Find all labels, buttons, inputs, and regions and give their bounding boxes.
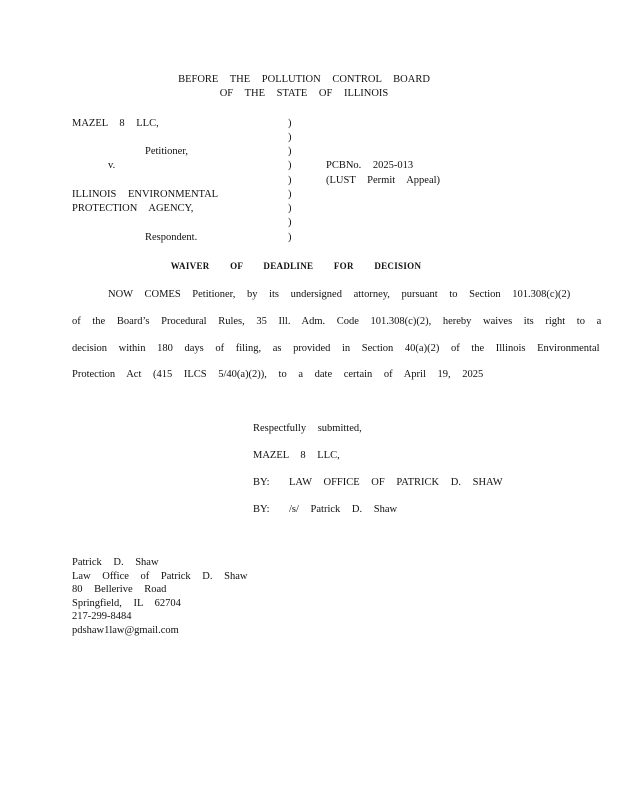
case-type: (LUST Permit Appeal) [326, 175, 441, 186]
petitioner-role: Petitioner, [145, 146, 189, 157]
contact-phone: 217-299-8484 [72, 611, 132, 622]
court-heading-line-2: OF THE STATE OF ILLINOIS [219, 88, 389, 99]
body-line-3: decision within 180 days of filing, as provided in Section 40(a)(2) of the Illinois Environmental [72, 343, 600, 354]
caption-paren: ) [288, 175, 292, 186]
caption-paren: ) [288, 146, 292, 157]
caption-paren: ) [288, 232, 292, 243]
respondent-name-line-2: PROTECTION AGENCY, [72, 203, 194, 214]
contact-email[interactable]: pdshaw1law@gmail.com [72, 624, 179, 636]
body-line-1: NOW COMES Petitioner, by its undersigned attorney, pursuant to Section 101.308(c)(2) [108, 289, 571, 300]
body-line-4: Protection Act (415 ILCS 5/40(a)(2)), to a date certain of April 19, 2025 [72, 369, 484, 380]
caption-paren: ) [288, 189, 292, 200]
by-value-firm: LAW OFFICE OF PATRICK D. SHAW [289, 477, 503, 488]
versus-label: v. [108, 160, 116, 171]
petitioner-name: MAZEL 8 LLC, [72, 118, 159, 129]
court-heading-line-1: BEFORE THE POLLUTION CONTROL BOARD [178, 74, 430, 85]
by-label: BY: [253, 477, 270, 488]
document-title: WAIVER OF DEADLINE FOR DECISION [170, 261, 422, 271]
signature-party: MAZEL 8 LLC, [253, 450, 340, 461]
by-value-signature: /s/ Patrick D. Shaw [289, 504, 398, 515]
respondent-name-line-1: ILLINOIS ENVIRONMENTAL [72, 189, 219, 200]
contact-block [72, 556, 247, 637]
caption-paren: ) [288, 118, 292, 129]
contact-street: 80 Bellerive Road [72, 584, 167, 595]
contact-firm: Law Office of Patrick D. Shaw [72, 570, 248, 582]
respondent-role: Respondent. [145, 232, 198, 243]
caption-paren: ) [288, 203, 292, 214]
contact-city: Springfield, IL 62704 [72, 597, 181, 609]
closing-text: Respectfully submitted, [253, 423, 362, 434]
body-line-2: of the Board’s Procedural Rules, 35 Ill. Adm. Code 101.308(c)(2), hereby waives its right to a [72, 316, 602, 327]
caption-paren: ) [288, 132, 292, 143]
caption-paren: ) [288, 160, 292, 171]
contact-name: Patrick D. Shaw [72, 557, 159, 568]
by-label: BY: [253, 504, 270, 515]
caption-paren: ) [288, 217, 292, 228]
case-number: PCBNo. 2025-013 [326, 160, 414, 171]
